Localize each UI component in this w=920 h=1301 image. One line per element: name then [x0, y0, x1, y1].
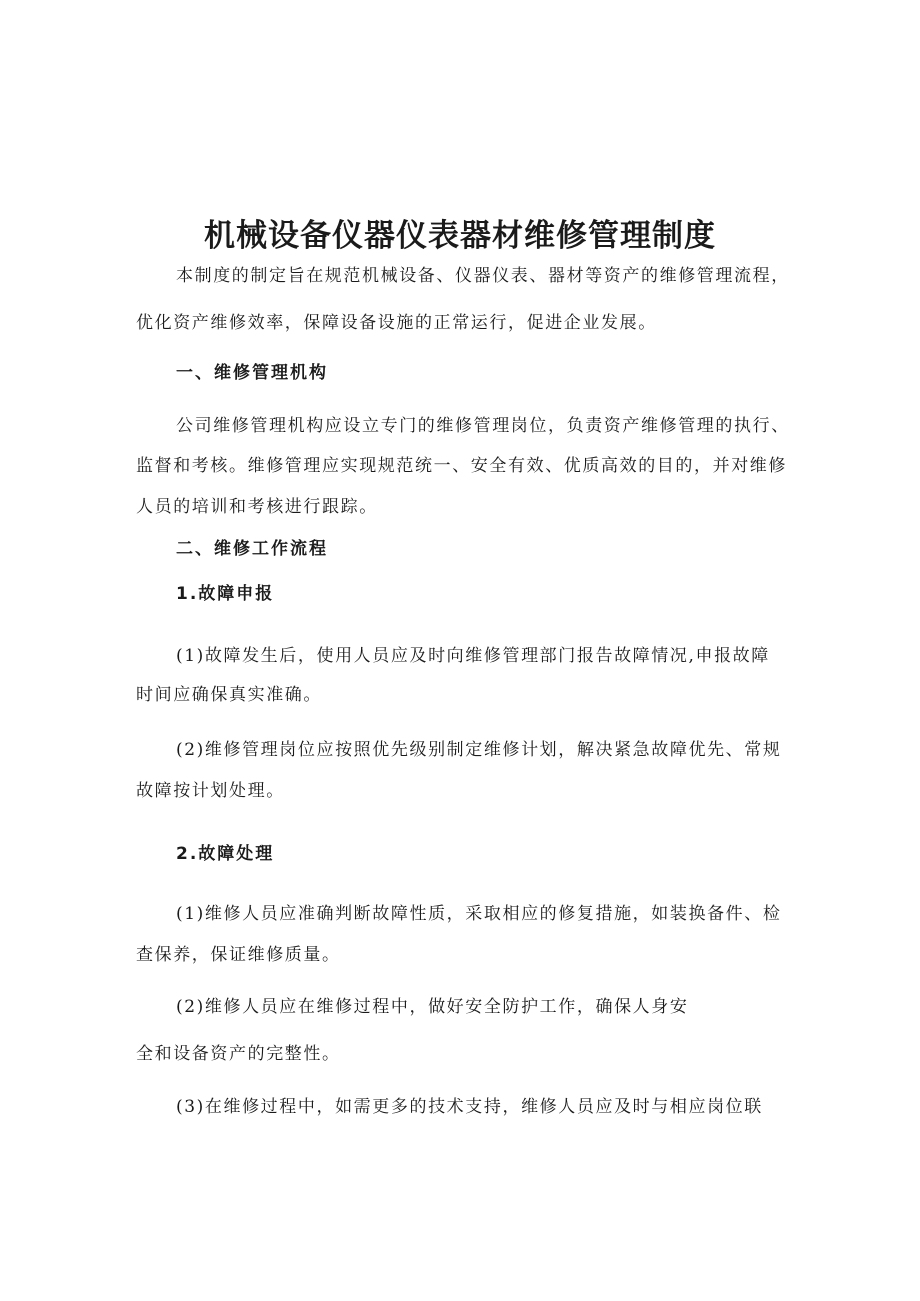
sub1-item2-line-2: 故障按计划处理。 — [136, 781, 285, 801]
intro-line-2: 优化资产维修效率，保障设备设施的正常运行，促进企业发展。 — [136, 313, 657, 333]
sub2-item1-line-2: 查保养，保证维修质量。 — [136, 945, 341, 965]
section-1-line-2: 监督和考核。维修管理应实现规范统一、安全有效、优质高效的目的，并对维修 — [136, 456, 787, 476]
section-1-line-3: 人员的培训和考核进行跟踪。 — [136, 497, 378, 517]
document-title: 机械设备仪器仪表器材维修管理制度 — [204, 218, 716, 254]
section-2-heading: 二、维修工作流程 — [176, 539, 328, 559]
sub2-item3-line-1: (3)在维修过程中，如需更多的技术支持，维修人员应及时与相应岗位联 — [176, 1097, 763, 1117]
sub1-item1-line-1: (1)故障发生后，使用人员应及时向维修管理部门报告故障情况,申报故障 — [176, 646, 770, 666]
sub1-item1-line-2: 时间应确保真实准确。 — [136, 685, 322, 705]
subsection-2-heading: 2.故障处理 — [176, 844, 275, 864]
section-1-line-1: 公司维修管理机构应设立专门的维修管理岗位，负责资产维修管理的执行、 — [176, 416, 790, 436]
sub2-item2-line-2: 全和设备资产的完整性。 — [136, 1044, 341, 1064]
sub1-item2-line-1: (2)维修管理岗位应按照优先级别制定维修计划，解决紧急故障优先、常规 — [176, 740, 782, 760]
section-1-heading: 一、维修管理机构 — [176, 363, 328, 383]
intro-line-1: 本制度的制定旨在规范机械设备、仪器仪表、器材等资产的维修管理流程， — [176, 266, 790, 286]
subsection-1-heading: 1.故障申报 — [176, 584, 275, 604]
sub2-item2-line-1: (2)维修人员应在维修过程中，做好安全防护工作，确保人身安 — [176, 997, 689, 1017]
sub2-item1-line-1: (1)维修人员应准确判断故障性质，采取相应的修复措施，如装换备件、检 — [176, 904, 782, 924]
